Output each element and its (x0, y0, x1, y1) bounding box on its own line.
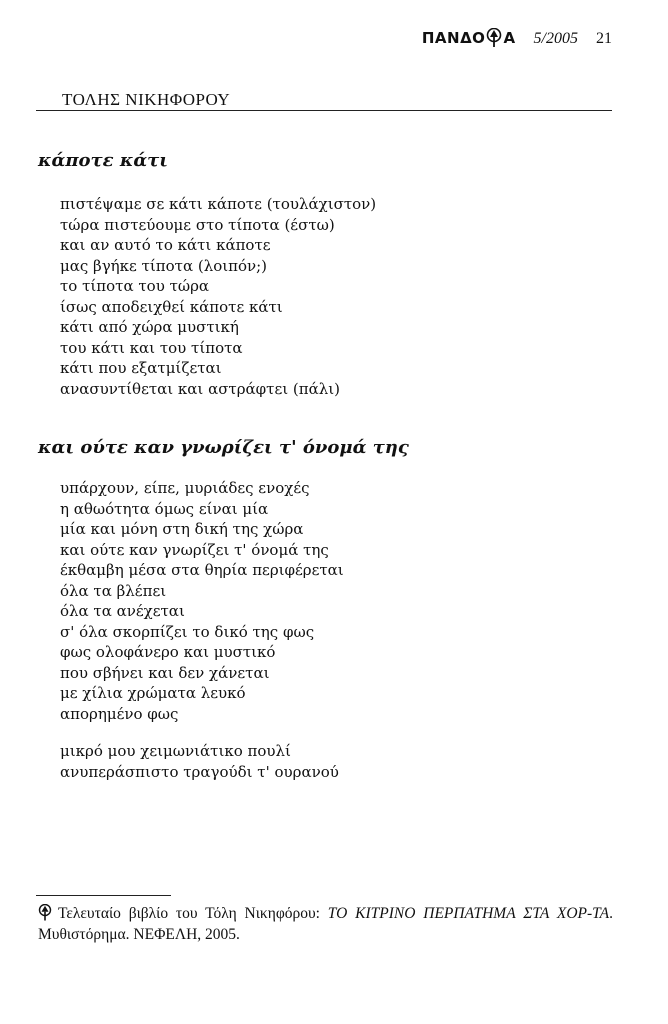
poem-stanza (60, 478, 344, 724)
poem-line: τώρα πιστεύουμε στο τίποτα (έστω) (60, 215, 335, 234)
poem-line: ανασυντίθεται και αστράφτει (πάλι) (60, 379, 340, 398)
footnote (38, 903, 613, 945)
footnote-lead: Τελευταίο βιβλίο του Τόλη Νικηφόρου: (58, 905, 328, 922)
poem-line: πιστέψαμε σε κάτι κάποτε (τουλάχιστον) (60, 195, 377, 213)
poem-line: φως ολοφάνερο και μυστικό (60, 643, 276, 661)
footnote-tail: . Μυθιστόρημα. ΝΕΦΕΛΗ, 2005. (38, 905, 613, 943)
running-header (422, 28, 612, 48)
journal-logo (422, 28, 516, 48)
issue-number: 5/2005 (533, 30, 578, 47)
poem-line: που σβήνει και δεν χάνεται (60, 663, 270, 682)
poem-line: η αθωότητα όμως είναι μία (60, 499, 269, 518)
journal-name-right: Α (503, 29, 516, 47)
poem-line: μικρό μου χειμωνιάτικο πουλί (60, 742, 291, 760)
footnote-divider (36, 895, 171, 896)
journal-name-left: ΠΑΝΔΟ (421, 29, 486, 47)
poem-line: κάτι από χώρα μυστική (60, 318, 239, 336)
poem-line: με χίλια χρώματα λευκό (60, 684, 246, 702)
page-number: 21 (596, 30, 612, 47)
poem-line: και ούτε καν γνωρίζει τ' όνομά της (60, 540, 329, 559)
poem-line: και αν αυτό το κάτι κάποτε (60, 236, 271, 254)
header-divider (36, 110, 612, 111)
pandora-tree-icon (486, 28, 502, 48)
poem-line: όλα τα βλέπει (60, 581, 167, 600)
author-name: ΤΟΛΗΣ ΝΙΚΗΦΟΡΟΥ (62, 90, 231, 109)
poem-line: το τίποτα του τώρα (60, 277, 210, 295)
poem-line: μας βγήκε τίποτα (λοιπόν;) (60, 256, 268, 275)
poem-line: έκθαμβη μέσα στα θηρία περιφέρεται (60, 561, 344, 579)
poem-line: ανυπεράσπιστο τραγούδι τ' ουρανού (60, 762, 339, 781)
poem-line: υπάρχουν, είπε, μυριάδες ενοχές (60, 479, 310, 497)
poem-title: κάποτε κάτι (38, 150, 169, 171)
footnote-book-title: ΤΟ ΚΙΤΡΙΝΟ ΠΕΡΠΑΤΗΜΑ ΣΤΑ ΧΟΡ-ΤΑ (327, 905, 610, 922)
poem-line: όλα τα ανέχεται (60, 602, 185, 620)
poem-line: απορημένο φως (60, 704, 179, 723)
poem-line: μία και μόνη στη δική της χώρα (60, 520, 304, 538)
poem-line: ίσως αποδειχθεί κάποτε κάτι (60, 297, 283, 316)
pandora-tree-icon (38, 904, 52, 921)
poem-stanza (60, 194, 376, 399)
poem-coda (60, 741, 339, 782)
poem-line: κάτι που εξατμίζεται (60, 359, 222, 377)
poem-title: και ούτε καν γνωρίζει τ' όνομά της (38, 437, 409, 458)
poem-line: του κάτι και του τίποτα (60, 338, 243, 357)
poem-line: σ' όλα σκορπίζει το δικό της φως (60, 622, 315, 641)
